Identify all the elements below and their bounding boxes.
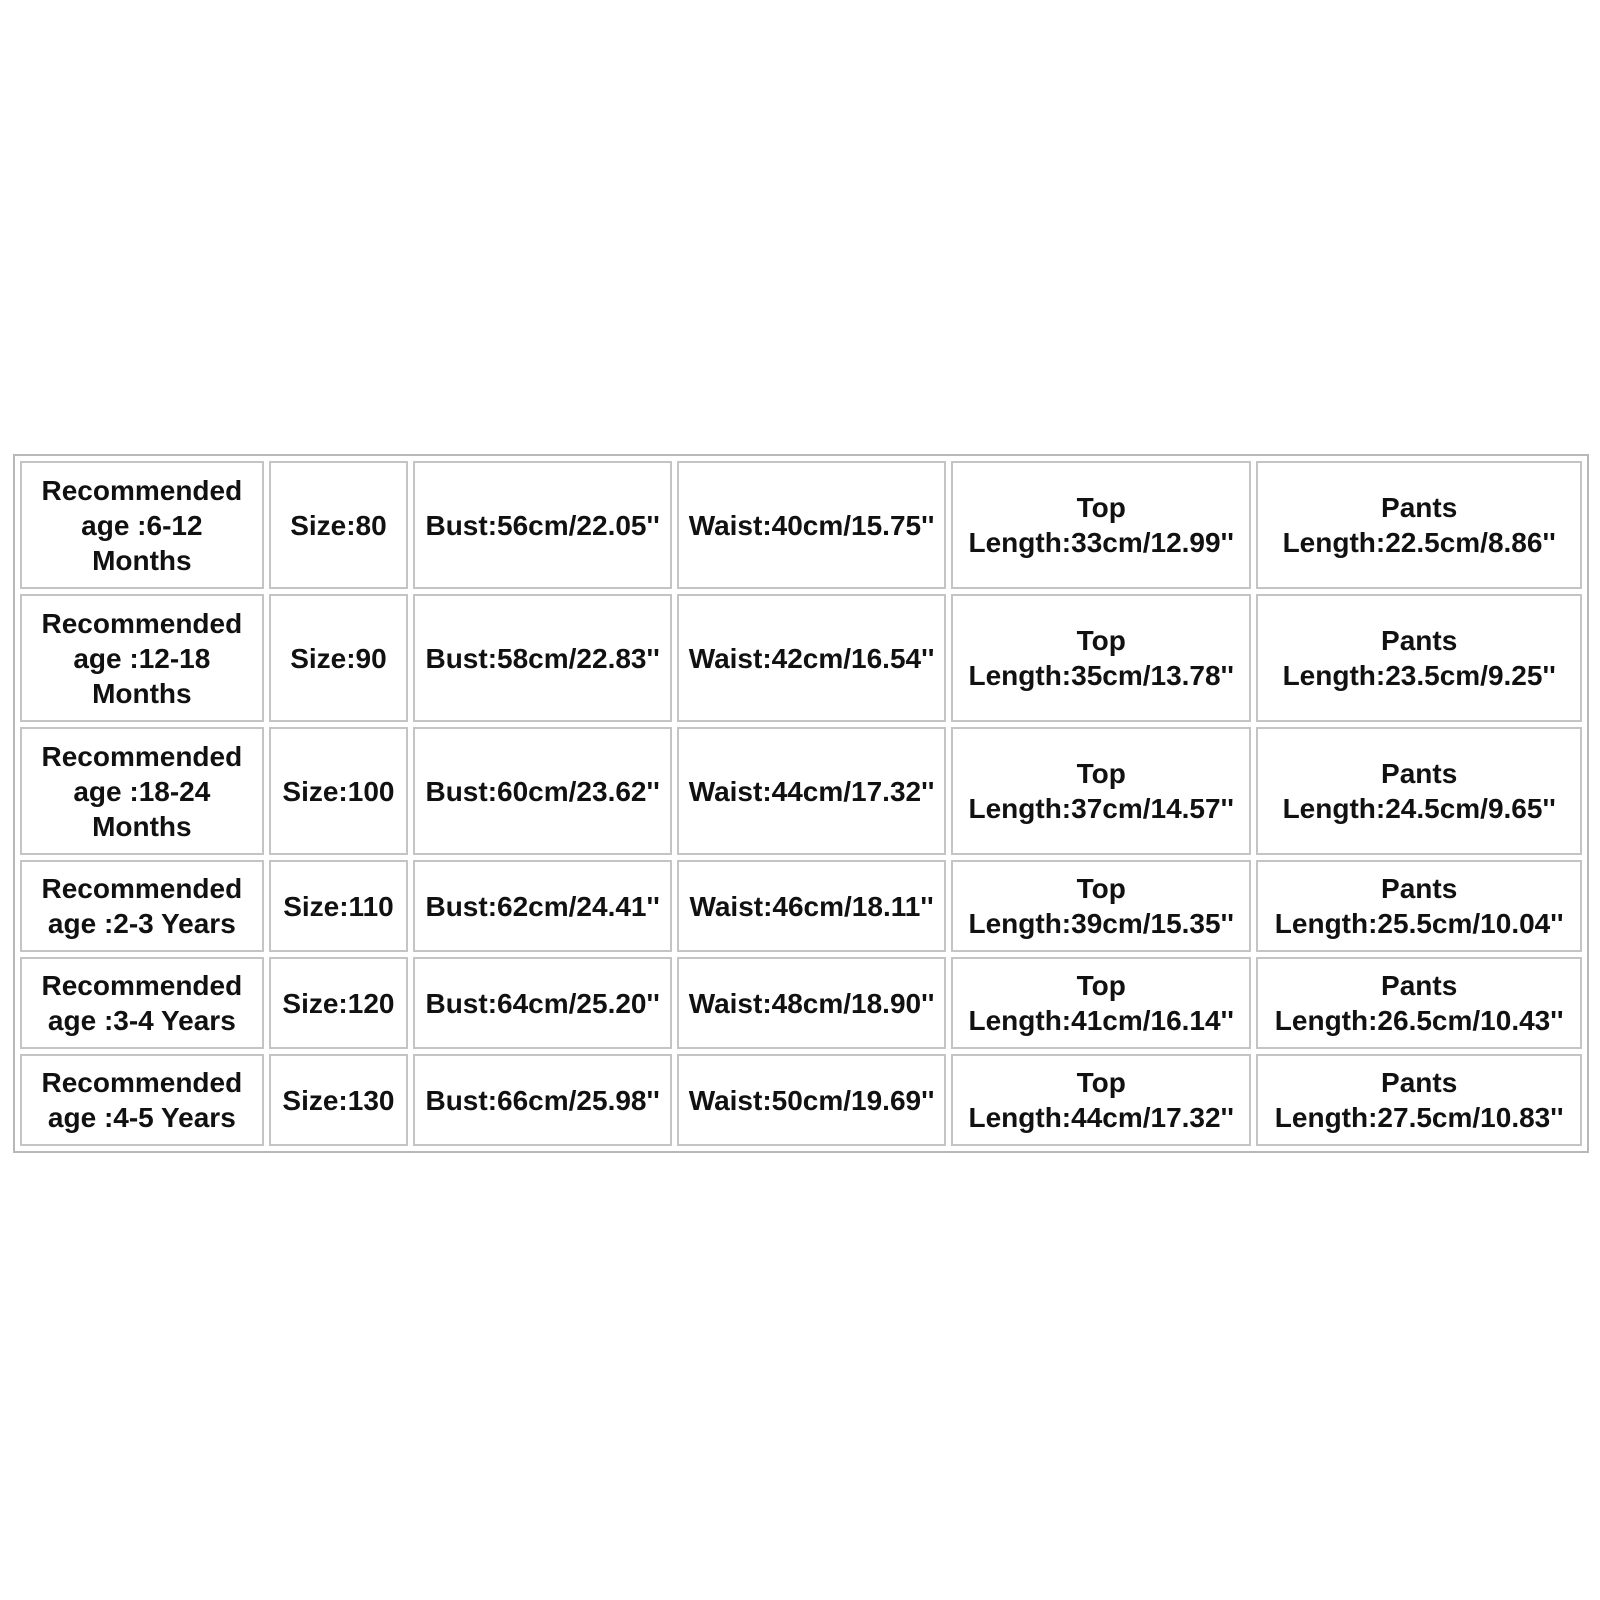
top-length-cell: Top Length:41cm/16.14'' [951, 957, 1251, 1049]
bust-cell: Bust:62cm/24.41'' [413, 860, 672, 952]
waist-cell: Waist:50cm/19.69'' [677, 1054, 946, 1146]
pants-length-cell: Pants Length:25.5cm/10.04'' [1256, 860, 1582, 952]
table-row [20, 860, 1582, 952]
pants-length-cell: Pants Length:26.5cm/10.43'' [1256, 957, 1582, 1049]
table-row [20, 727, 1582, 855]
size-cell: Size:130 [269, 1054, 409, 1146]
pants-length-cell: Pants Length:22.5cm/8.86'' [1256, 461, 1582, 589]
top-length-cell: Top Length:37cm/14.57'' [951, 727, 1251, 855]
size-cell: Size:80 [269, 461, 409, 589]
pants-length-cell: Pants Length:27.5cm/10.83'' [1256, 1054, 1582, 1146]
table-row [20, 1054, 1582, 1146]
bust-cell: Bust:56cm/22.05'' [413, 461, 672, 589]
size-cell: Size:90 [269, 594, 409, 722]
bust-cell: Bust:66cm/25.98'' [413, 1054, 672, 1146]
bust-cell: Bust:60cm/23.62'' [413, 727, 672, 855]
size-cell: Size:110 [269, 860, 409, 952]
size-chart-table [15, 456, 1587, 1151]
waist-cell: Waist:46cm/18.11'' [677, 860, 946, 952]
top-length-cell: Top Length:35cm/13.78'' [951, 594, 1251, 722]
age-cell: Recommended age :4-5 Years [20, 1054, 264, 1146]
top-length-cell: Top Length:39cm/15.35'' [951, 860, 1251, 952]
top-length-cell: Top Length:33cm/12.99'' [951, 461, 1251, 589]
table-row [20, 594, 1582, 722]
size-cell: Size:120 [269, 957, 409, 1049]
pants-length-cell: Pants Length:24.5cm/9.65'' [1256, 727, 1582, 855]
bust-cell: Bust:64cm/25.20'' [413, 957, 672, 1049]
pants-length-cell: Pants Length:23.5cm/9.25'' [1256, 594, 1582, 722]
age-cell: Recommended age :12-18 Months [20, 594, 264, 722]
waist-cell: Waist:42cm/16.54'' [677, 594, 946, 722]
age-cell: Recommended age :3-4 Years [20, 957, 264, 1049]
table-row [20, 461, 1582, 589]
size-chart [13, 454, 1589, 1153]
table-row [20, 957, 1582, 1049]
top-length-cell: Top Length:44cm/17.32'' [951, 1054, 1251, 1146]
waist-cell: Waist:48cm/18.90'' [677, 957, 946, 1049]
waist-cell: Waist:40cm/15.75'' [677, 461, 946, 589]
size-cell: Size:100 [269, 727, 409, 855]
bust-cell: Bust:58cm/22.83'' [413, 594, 672, 722]
age-cell: Recommended age :6-12 Months [20, 461, 264, 589]
age-cell: Recommended age :18-24 Months [20, 727, 264, 855]
waist-cell: Waist:44cm/17.32'' [677, 727, 946, 855]
age-cell: Recommended age :2-3 Years [20, 860, 264, 952]
